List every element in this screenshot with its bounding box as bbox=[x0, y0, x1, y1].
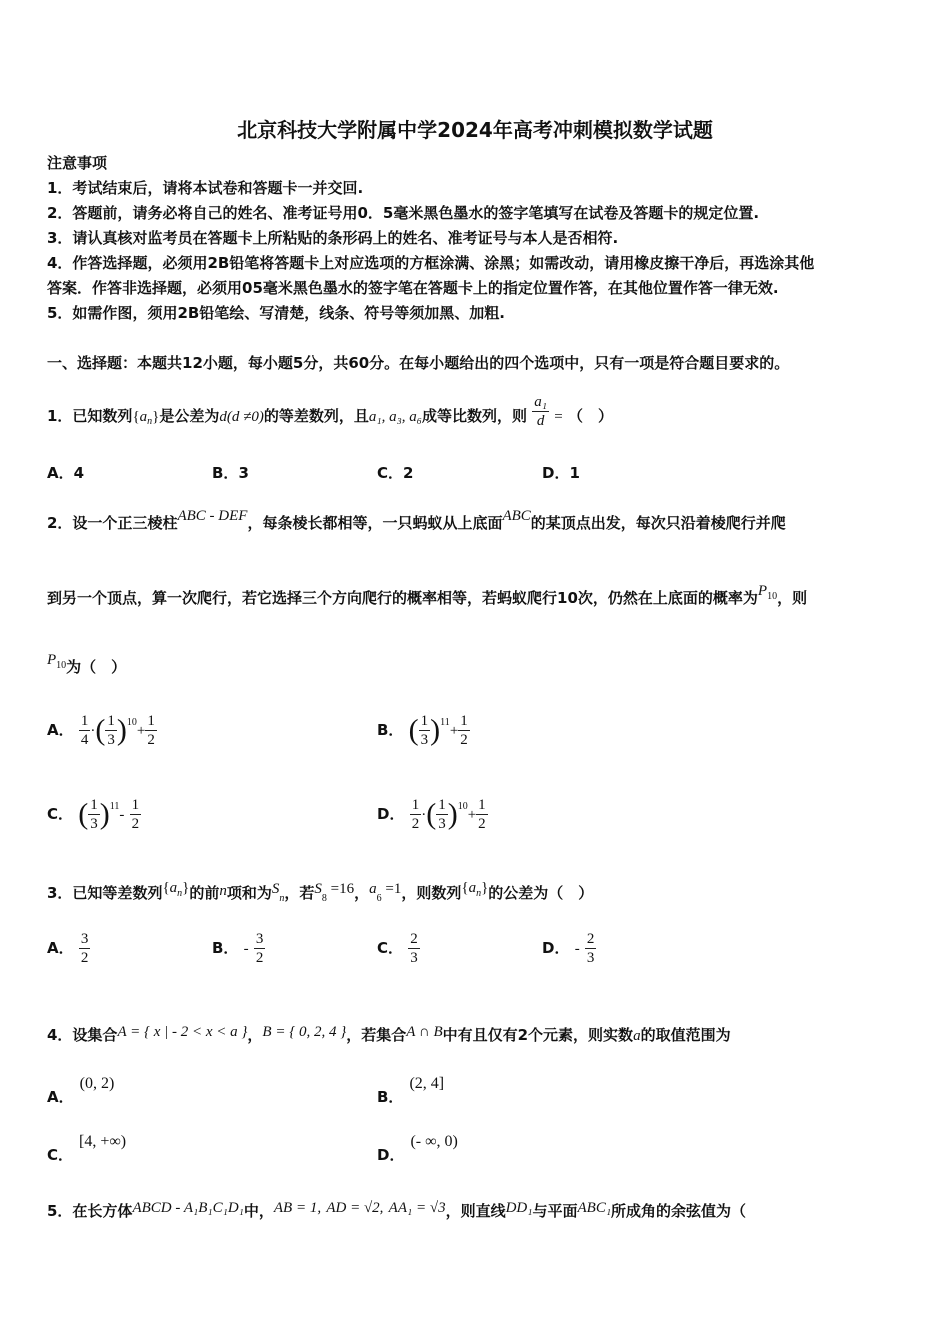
question-1: 1．已知数列$\{a_n\}$是公差为d(d ≠0)的等差数列，且a₁, a₃, a₆成等比数列，则 $\frac{\text{a₁}}{d}$ = （ ） bbox=[47, 394, 613, 429]
q1-option-d[interactable]: D．1 bbox=[542, 464, 580, 482]
q3-option-b[interactable]: B． - $\frac{3}{2}$ bbox=[212, 931, 264, 966]
q4-option-a[interactable]: A．(0, 2) bbox=[47, 1075, 115, 1106]
q1-option-b[interactable]: B．3 bbox=[212, 464, 249, 482]
q1-option-a[interactable]: A．4 bbox=[47, 464, 85, 482]
q2-option-d[interactable]: D． $\frac{1}{2}$ ·( $\frac{1}{3}$ )$^{10}$+ $\frac{1}{2}$ bbox=[377, 797, 486, 832]
question-3: 3．已知等差数列$\{a^n\}$的前n项和为$S_n$，若$S_8 =16$，$a_6 =1$，则数列$\{a^n\}$的公差为（ ） bbox=[47, 880, 594, 904]
question-2-line-1: 2．设一个正三棱柱ABC - DEF，每条棱长都相等，一只蚂蚁从上底面ABC的某顶点出发，每次只沿着棱爬行并爬 bbox=[47, 508, 786, 532]
q3-option-d[interactable]: D． - $\frac{2}{3}$ bbox=[542, 931, 595, 966]
section-heading: 一、选择题：本题共12小题，每小题5分，共60分。在每小题给出的四个选项中，只有一项是符合题目要求的。 bbox=[47, 354, 790, 372]
notice-item: 2．答题前，请务必将自己的姓名、准考证号用0．5毫米黑色墨水的签字笔填写在试卷及答题卡的规定位置. bbox=[47, 204, 760, 222]
question-2-line-2: 到另一个顶点，算一次爬行，若它选择三个方向爬行的概率相等，若蚂蚁爬行10次，仍然在上底面的概率为$P^{10}$，则 bbox=[47, 583, 808, 607]
page-title: 北京科技大学附属中学2024年高考冲刺模拟数学试题 bbox=[237, 118, 713, 142]
notice-item: 3．请认真核对监考员在答题卡上所粘贴的条形码上的姓名、准考证号与本人是否相符. bbox=[47, 229, 619, 247]
notice-item: 5．如需作图，须用2B铅笔绘、写清楚，线条、符号等须加黑、加粗. bbox=[47, 304, 506, 322]
q3-option-a[interactable]: A． $\frac{3}{2}$ bbox=[47, 931, 89, 966]
notice-heading: 注意事项 bbox=[47, 154, 108, 172]
question-2-line-3: $P^{10}$为（ ） bbox=[47, 652, 127, 676]
q4-option-d[interactable]: D．(- ∞, 0) bbox=[377, 1133, 458, 1164]
notice-item: 答案．作答非选择题，必须用05毫米黑色墨水的签字笔在答题卡上的指定位置作答，在其他位置作答一律无效. bbox=[47, 279, 779, 297]
q1-option-c[interactable]: C．2 bbox=[377, 464, 414, 482]
q4-option-c[interactable]: C．[4, +∞) bbox=[47, 1133, 127, 1164]
notice-item: 1．考试结束后，请将本试卷和答题卡一并交回. bbox=[47, 179, 364, 197]
q2-option-b[interactable]: B． ( $\frac{1}{3}$ )$^{11}$+ $\frac{1}{2}$ bbox=[377, 713, 468, 748]
q2-option-c[interactable]: C． ( $\frac{1}{3}$ )$^{11}$- $\frac{1}{2}$ bbox=[47, 797, 140, 832]
notice-item: 4．作答选择题，必须用2B铅笔将答题卡上对应选项的方框涂满、涂黑；如需改动，请用橡皮擦干净后，再选涂其他 bbox=[47, 254, 815, 272]
q2-option-a[interactable]: A． $\frac{1}{4}$ ·( $\frac{1}{3}$ )$^{10}$+ $\frac{1}{2}$ bbox=[47, 713, 155, 748]
q3-option-c[interactable]: C． $\frac{2}{3}$ bbox=[377, 931, 418, 966]
question-5: 5．在长方体ABCD - A₁B₁C₁D₁中，AB = 1, AD = √2, AA₁ = √3，则直线DD₁与平面ABC₁所成角的余弦值为（ bbox=[47, 1200, 747, 1220]
question-4: 4．设集合A = { x | - 2 < x < a }，B = { 0, 2, 4 }，若集合A ∩ B中有且仅有2个元素，则实数a的取值范围为 bbox=[47, 1024, 731, 1044]
q4-option-b[interactable]: B．(2, 4] bbox=[377, 1075, 445, 1106]
